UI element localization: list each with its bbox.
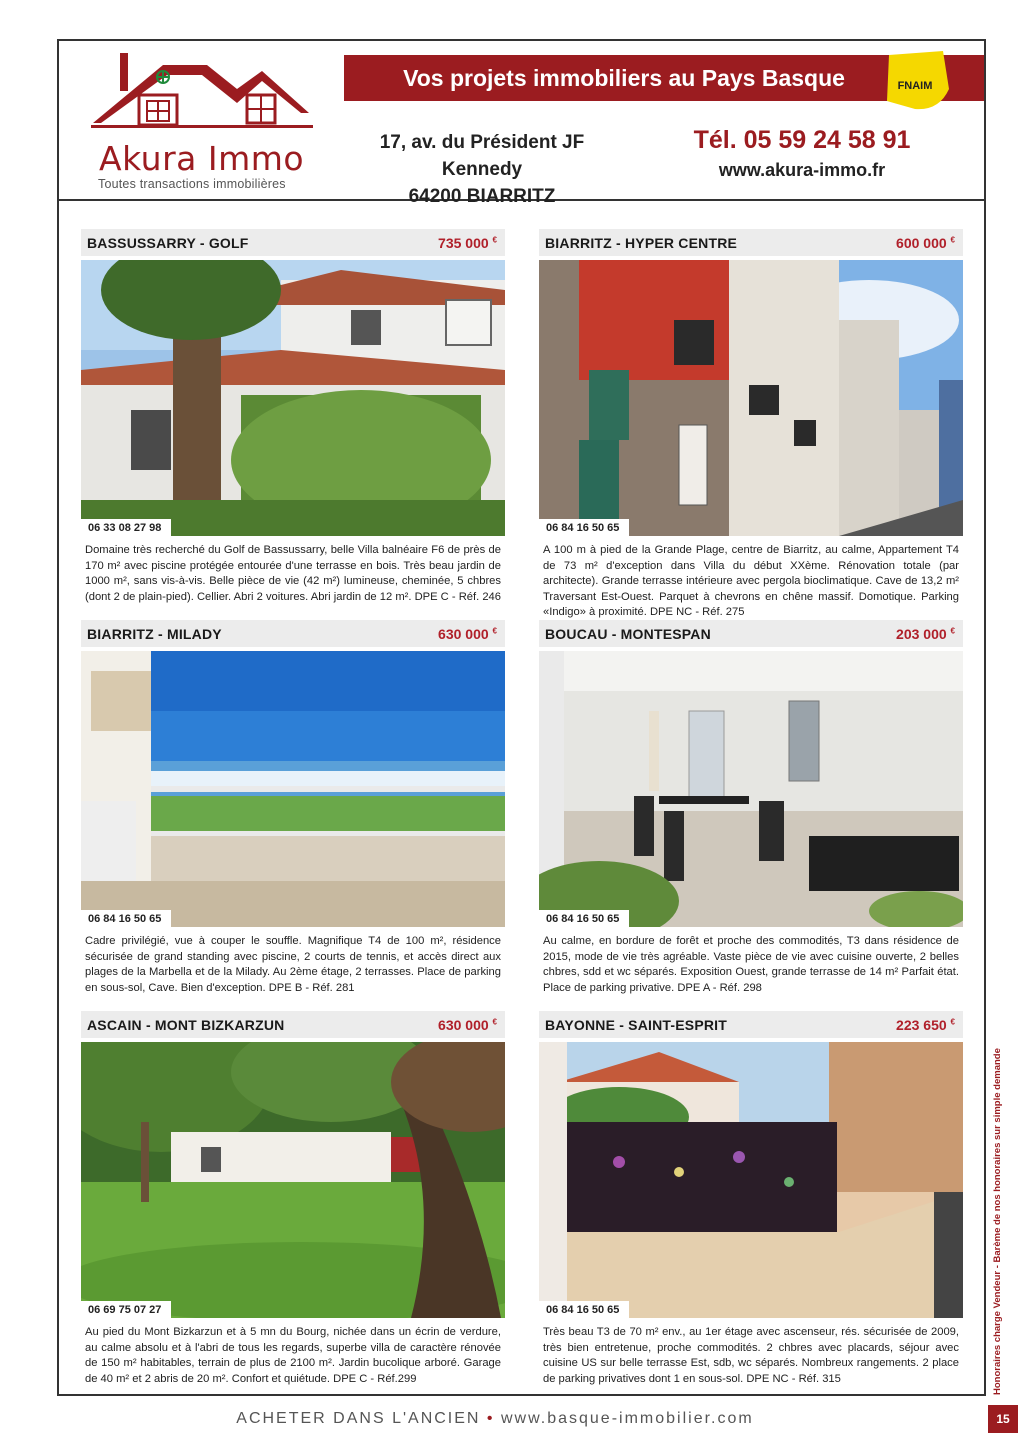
page-number: 15 [988,1405,1018,1433]
listing-photo[interactable] [81,1042,505,1318]
listing-price [896,235,955,251]
listing-card [539,229,963,618]
listing-phone[interactable]: 06 84 16 50 65 [539,910,629,927]
fnaim-label: FNAIM [897,80,933,92]
price-currency: € [950,1017,955,1027]
price-value: 600 000 [896,235,947,251]
listing-description: Au calme, en bordure de forêt et proche des commodités, T3 dans résidence de 2015, mode de vie très agréable. Vaste pièce de vie avec cuisine ouverte, 2 belles chbres, sdd et wc séparés. Exposition Ouest, grande terrasse de 14 m² Parfait état. Place de parking privative. DPE A - Réf. 298 [543,935,959,994]
listing-card [81,229,505,609]
agency-contact [667,123,937,183]
price-currency: € [950,235,955,245]
price-value: 203 000 [896,626,947,642]
fees-side-note [987,1045,1009,1395]
price-value: 735 000 [438,235,489,251]
listing-title: BASSUSSARRY - GOLF [87,235,249,251]
listing-title: ASCAIN - MONT BIZKARZUN [87,1017,285,1033]
slogan-text: Vos projets immobiliers au Pays Basque [403,65,845,91]
listing-card [539,620,963,1000]
listing-photo[interactable] [539,651,963,927]
agency-phone[interactable]: Tél. 05 59 24 58 91 [693,126,911,154]
listing-header-bar [81,1011,505,1038]
listing-header-bar [539,229,963,256]
listing-price [438,1017,497,1033]
terrace-photo-image [539,651,963,927]
garden-villa-photo-image [81,1042,505,1318]
listing-phone[interactable]: 06 33 08 27 98 [81,519,171,536]
listing-header-bar [539,620,963,647]
listing-description: A 100 m à pied de la Grande Plage, centre de Biarritz, au calme, Appartement T4 de 73 m² d'exception dans Villa du début XXème. Rénovation totale (par architecte). Grande terrasse intérieure avec pergola bioclimatique. Cave de 13,2 m² Traversant Est-Ouest. Parquet à chevrons en chêne massif. Domotique. Parking «Indigo» à proximité. DPE NC - Réf. 275 [543,544,959,618]
listing-header-bar [81,229,505,256]
price-value: 630 000 [438,1017,489,1033]
page-footer [0,1410,990,1428]
address-line-1: 17, av. du Président JF Kennedy [379,132,585,180]
logo-tagline: Toutes transactions immobilières [98,177,286,191]
address-line-2: 64200 BIARRITZ [408,186,556,207]
listing-price [438,235,497,251]
sea-view-photo-image [81,651,505,927]
listing-title: BAYONNE - SAINT-ESPRIT [545,1017,728,1033]
listing-title: BIARRITZ - MILADY [87,626,222,642]
house-logo-icon [87,51,317,141]
price-value: 223 650 [896,1017,947,1033]
fees-side-text: Honoraires charge Vendeur - Barème de nos honoraires sur simple demande [992,1048,1003,1395]
listing-price [896,1017,955,1033]
listing-photo[interactable] [539,260,963,536]
agency-logo [87,51,317,191]
listing-photo[interactable] [81,260,505,536]
listing-price [896,626,955,642]
footer-section-label: ACHETER DANS L'ANCIEN [236,1410,481,1427]
agency-address [347,129,617,210]
listing-title: BIARRITZ - HYPER CENTRE [545,235,738,251]
listing-phone[interactable]: 06 69 75 07 27 [81,1301,171,1318]
price-currency: € [492,235,497,245]
listing-card [81,1011,505,1391]
balcony-photo-image [539,1042,963,1318]
fnaim-badge [879,49,953,113]
agency-header [59,41,984,207]
listing-header-bar [539,1011,963,1038]
listing-phone[interactable]: 06 84 16 50 65 [539,519,629,536]
listing-phone[interactable]: 06 84 16 50 65 [539,1301,629,1318]
page-frame [57,39,986,1396]
street-photo-image [539,260,963,536]
listing-phone[interactable]: 06 84 16 50 65 [81,910,171,927]
listing-photo[interactable] [81,651,505,927]
listing-description: Domaine très recherché du Golf de Bassussarry, belle Villa balnéaire F6 de près de 170 m² avec piscine protégée entourée d'une terrasse en bois. Très beau jardin de 1000 m², sans vis-à-vis. Belle pièce de vie (42 m²) lumineuse, cheminée, 5 chbres (dont 2 de plain-pied). Cellier. Abri 2 voitures. Abri jardin de 12 m². DPE C - Réf. 246 [85,544,502,603]
footer-separator: • [486,1410,495,1427]
price-currency: € [492,1017,497,1027]
listing-card [81,620,505,1000]
listing-price [438,626,497,642]
listing-card [539,1011,963,1391]
price-value: 630 000 [438,626,489,642]
fnaim-badge-icon [879,49,953,113]
price-currency: € [492,626,497,636]
agency-website-link[interactable]: www.akura-immo.fr [718,160,886,180]
listing-description: Très beau T3 de 70 m² env., au 1er étage avec ascenseur, rés. sécurisée de 2009, très bien entretenue, proche commodités. 2 chbres avec placards, séjour avec cuisine US sur belle terrasse Est, sdb, wc séparés. Nombreux rangements. 2 place de parking privatives dont 1 en sous-sol. DPE NC - Réf. 315 [543,1326,959,1385]
villa-photo-image [81,260,505,536]
footer-website-link[interactable]: www.basque-immobilier.com [500,1410,754,1427]
listing-description: Au pied du Mont Bizkarzun et à 5 mn du Bourg, nichée dans un écrin de verdure, au calme absolu et à l'abri de tous les regards, superbe villa de caractère rénovée de 150 m² habitables, terrain de plus de 2100 m². Jardin bucolique arboré. Garage de 40 m² et 2 abris de 20 m². Confort et quiétude. DPE C - Réf.299 [85,1326,501,1385]
listing-title: BOUCAU - MONTESPAN [545,626,711,642]
listing-header-bar [81,620,505,647]
logo-name: Akura Immo [99,139,305,178]
price-currency: € [950,626,955,636]
listing-photo[interactable] [539,1042,963,1318]
listing-description: Cadre privilégié, vue à couper le souffle. Magnifique T4 de 100 m², résidence sécurisée de grand standing avec piscine, 2 courts de tennis, et accès direct aux plages de la Marbella et de la Milady. Au 2ème étage, 2 terrasses. Place de parking en sous-sol, Cave. Bien d'exception. DPE B - Réf. 281 [85,935,501,994]
